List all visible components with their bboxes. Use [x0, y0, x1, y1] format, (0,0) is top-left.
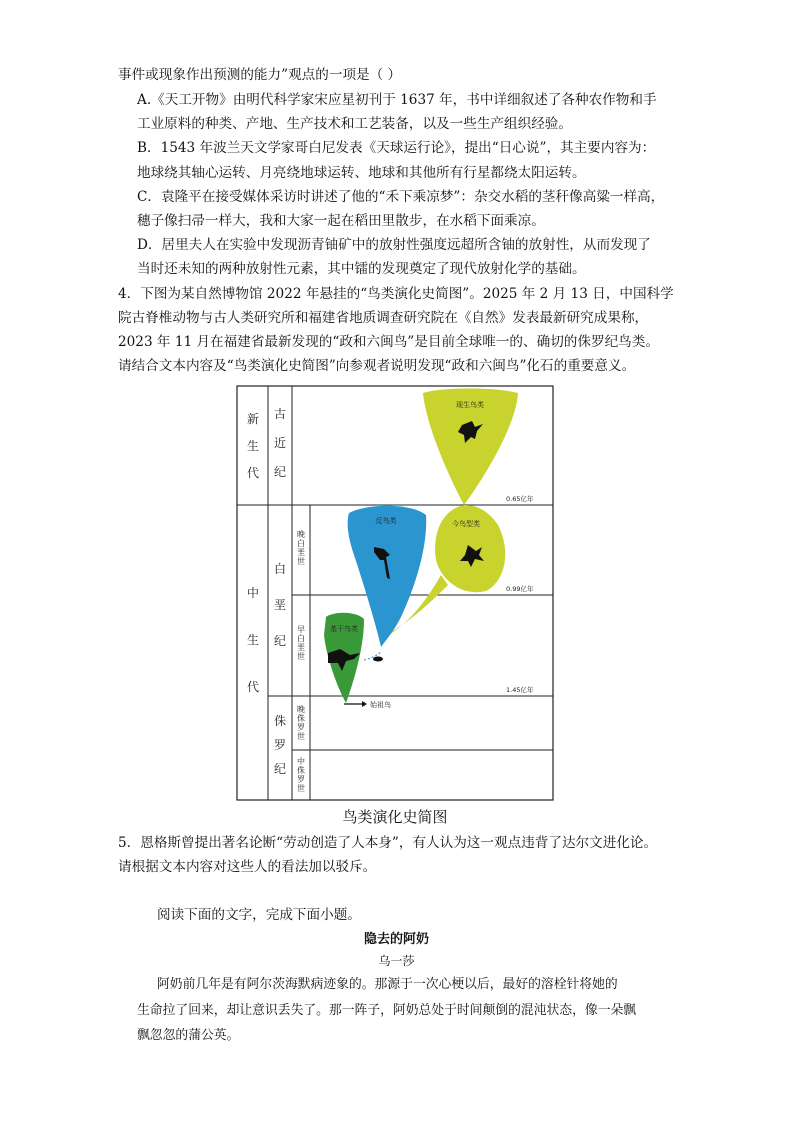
time-marker-099: 0.99亿年 [506, 585, 534, 593]
label-basal-birds: 基干鸟类 [330, 625, 358, 633]
period-jurassic-3: 纪 [273, 762, 287, 776]
period-jurassic-2: 罗 [273, 738, 287, 752]
period-paleogene-2: 近 [273, 436, 287, 450]
epoch-early-cret-3: 垩 [297, 643, 305, 652]
q4-line4: 请结合文本内容及“鸟类演化史简图”向参观者说明发现“政和六闽鸟”化石的重要意义。 [118, 358, 636, 374]
label-enantiornithes: 反鸟类 [375, 517, 397, 525]
story-author: 乌一莎 [378, 954, 415, 968]
q4-line1: 4．下图为某自然博物馆 2022 年悬挂的“鸟类演化史简图”。2025 年 2 月 13 日，中国科学 [118, 286, 674, 302]
diagram-caption: 鸟类演化史简图 [342, 808, 448, 826]
epoch-late-cret-1: 晚 [297, 530, 305, 539]
era-mesozoic-2: 生 [246, 633, 260, 647]
epoch-mid-jur-2: 侏 [297, 766, 305, 775]
reading-intro: 阅读下面的文字，完成下面小题。 [157, 907, 361, 923]
epoch-late-cret-3: 垩 [297, 548, 305, 557]
q3-option-d-line1: D．居里夫人在实验中发现沥青铀矿中的放射性强度远超所含铀的放射性，从而发现了 [137, 237, 651, 253]
era-cenozoic-1: 新 [246, 412, 260, 426]
epoch-late-jur-3: 罗 [297, 723, 305, 732]
label-modern-birds: 现生鸟类 [456, 401, 484, 409]
epoch-mid-jur-4: 世 [297, 784, 305, 793]
epoch-late-jur-4: 世 [297, 732, 305, 741]
era-cenozoic-2: 生 [246, 439, 260, 453]
q3-option-c-line1: C．袁隆平在接受媒体采访时讲述了他的“禾下乘凉梦”：杂交水稻的茎秆像高粱一样高， [137, 189, 665, 205]
q3-option-a-line1: A.《天工开物》由明代科学家宋应星初刊于 1637 年，书中详细叙述了各种农作物和手 [137, 92, 657, 108]
story-line2: 生命拉了回来，却让意识丢失了。那一阵子，阿奶总处于时间颠倒的混沌状态，像一朵飘 [137, 1003, 637, 1018]
epoch-early-cret-2: 白 [297, 634, 305, 643]
basal-bird-tail-icon [373, 657, 383, 662]
epoch-late-jur-2: 侏 [297, 714, 305, 723]
period-cretaceous-3: 纪 [273, 634, 287, 648]
q3-option-d-line2: 当时还未知的两种放射性元素，其中镭的发现奠定了现代放射化学的基础。 [137, 261, 586, 277]
epoch-late-jur-1: 晚 [297, 705, 305, 714]
q3-option-b-line1: B．1543 年波兰天文学家哥白尼发表《天球运行论》，提出“日心说”，其主要内容为： [137, 140, 656, 156]
q5-line1: 5．恩格斯曾提出著名论断“劳动创造了人本身”，有人认为这一观点违背了达尔文进化论。 [118, 835, 658, 851]
time-marker-145: 1.45亿年 [506, 686, 534, 694]
era-mesozoic-3: 代 [246, 680, 260, 694]
epoch-mid-jur-1: 中 [297, 757, 305, 766]
story-line3: 飘忽忽的蒲公英。 [137, 1028, 240, 1043]
epoch-late-cret-2: 白 [297, 539, 305, 548]
period-cretaceous-2: 垩 [273, 598, 287, 612]
epoch-early-cret-4: 世 [297, 652, 305, 661]
q4-line3: 2023 年 11 月在福建省最新发现的“政和六闽鸟”是目前全球唯一的、确切的侏罗纪鸟类。 [118, 334, 659, 350]
q3-option-a-line2: 工业原料的种类、产地、生产技术和工艺装备，以及一些生产组织经验。 [137, 116, 572, 132]
epoch-late-cret-4: 世 [297, 557, 305, 566]
epoch-mid-jur-3: 罗 [297, 775, 305, 784]
q3-option-c-line2: 穗子像扫帚一样大，我和大家一起在稻田里散步，在水稻下面乘凉。 [137, 213, 545, 229]
era-mesozoic-1: 中 [246, 586, 260, 600]
q3-option-b-line2: 地球绕其轴心运转、月亮绕地球运转、地球和其他所有行星都绕太阳运转。 [137, 165, 586, 181]
period-cretaceous-1: 白 [273, 562, 287, 576]
label-archaeopteryx: 始祖鸟 [370, 701, 391, 709]
q3-stem-tail: 事件或现象作出预测的能力”观点的一项是（ ） [118, 67, 402, 83]
era-cenozoic-3: 代 [246, 466, 260, 480]
q4-line2: 院古脊椎动物与古人类研究所和福建省地质调查研究院在《自然》发表最新研究成果称， [118, 310, 649, 326]
period-jurassic-1: 侏 [273, 714, 287, 728]
story-line1: 阿奶前几年是有阿尔茨海默病迹象的。那源于一次心梗以后，最好的溶栓针将她的 [157, 977, 618, 992]
epoch-early-cret-1: 早 [297, 625, 305, 634]
period-paleogene-3: 纪 [273, 465, 287, 479]
time-marker-065: 0.65亿年 [506, 495, 534, 503]
q5-line2: 请根据文本内容对这些人的看法加以驳斥。 [118, 859, 377, 875]
bird-evolution-diagram [236, 385, 554, 803]
label-ornithuromorphs: 今鸟型类 [452, 520, 480, 528]
story-title: 隐去的阿奶 [363, 932, 429, 947]
period-paleogene-1: 古 [273, 407, 287, 421]
